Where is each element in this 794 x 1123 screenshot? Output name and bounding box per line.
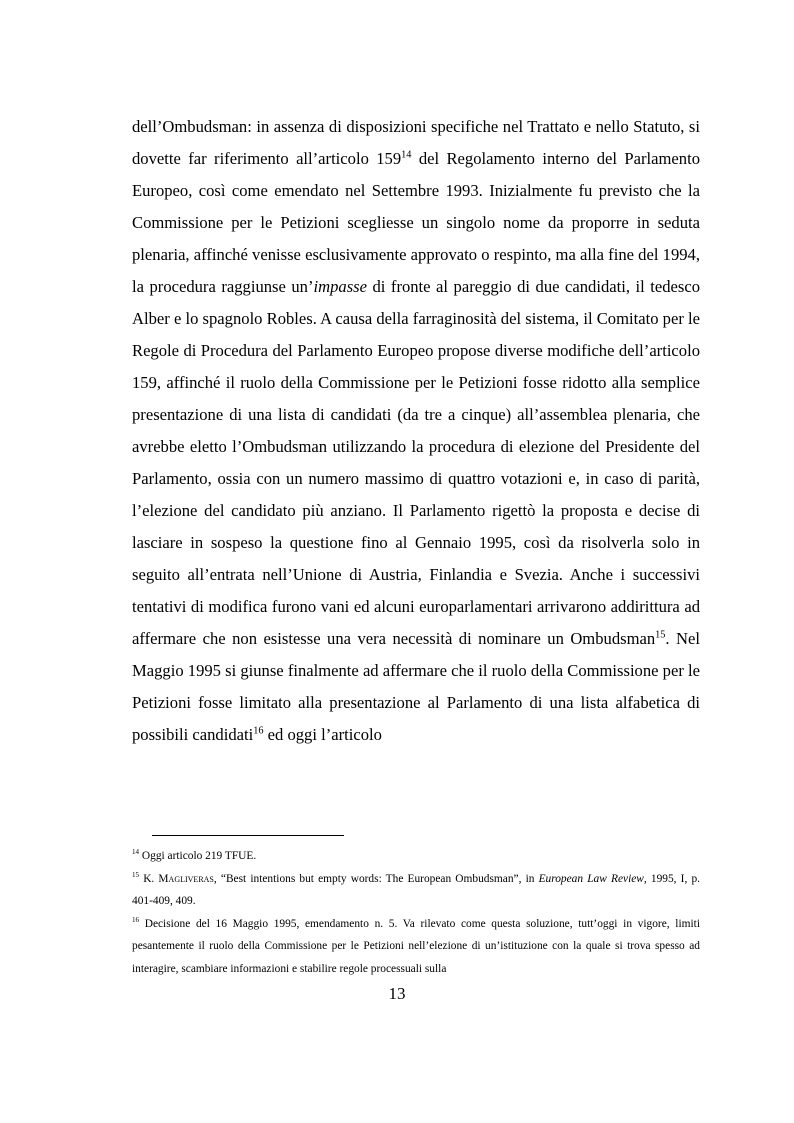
body-paragraph: [132, 111, 700, 751]
footnote-text: Decisione del 16 Maggio 1995, emendamento n. 5. Va rilevato come questa soluzione, tutt’oggi in vigore, limiti pesantemente il ruolo della Commissione per le Petizioni nell’elezione di un’istituzione con la quale si trova spesso ad interagire, scambiare informazioni e stabilire regole processuali sulla: [132, 917, 700, 975]
author-initial: K. M: [139, 872, 169, 885]
footnote-ref-15[interactable]: 15: [655, 629, 666, 641]
text-run: . Nel Maggio 1995 si giunse finalmente ad affermare che il ruolo della Commissione per le Petizioni fosse limitato alla presentazione al Parlamento di una lista alfabetica di possibili candidati: [132, 629, 700, 744]
italic-term: impasse: [313, 277, 367, 296]
footnote-number: 14: [132, 848, 140, 857]
footnote-14: [132, 845, 700, 868]
footnote-ref-16[interactable]: 16: [253, 725, 264, 737]
footnote-separator: [152, 835, 344, 836]
footnote-16: [132, 913, 700, 981]
footnote-number: 15: [132, 870, 140, 879]
text-run: del Regolamento interno del Parlamento Europeo, così come emendato nel Settembre 1993. Inizialmente fu previsto che la Commissione per le Petizioni scegliesse un singolo nome da proporre in seduta plenaria, affinché venisse esclusivamente approvato o respinto, ma alla fine del 1994, la procedura raggiunse un’: [132, 149, 700, 296]
page-number: 13: [388, 984, 406, 1003]
text-run: di fronte al pareggio di due candidati, il tedesco Alber e lo spagnolo Robles. A causa della farraginosità del sistema, il Comitato per le Regole di Procedura del Parlamento Europeo propose diverse modifiche dell’articolo 159, affinché il ruolo della Commissione per le Petizioni fosse ridotto alla semplice presentazione di una lista di candidati (da tre a cinque) all’assemblea plenaria, che avrebbe eletto l’Ombudsman utilizzando la procedura di elezione del Presidente del Parlamento, ossia con un numero massimo di quattro votazioni e, in caso di parità, l’elezione del candidato più anziano. Il Parlamento rigettò la proposta e decise di lasciare in sospeso la questione fino al Gennaio 1995, così da risolverla solo in seguito all’entrata nell’Unione di Austria, Finlandia e Svezia. Anche i successivi tentativi di modifica furono vani ed alcuni europarlamentari arrivarono addirittura ad affermare che non esistesse una vera necessità di nominare un Ombudsman: [132, 277, 700, 648]
body-text: [132, 111, 700, 751]
footnotes: [132, 845, 700, 980]
author-surname: agliveras: [168, 872, 214, 885]
footnote-number: 16: [132, 915, 140, 924]
text-run: ed oggi l’articolo: [263, 725, 382, 744]
footnote-text: , 1995, I, p. 401-409, 409.: [132, 872, 700, 907]
footnote-text: , “Best intentions but empty words: The European Ombudsman”, in: [213, 872, 539, 885]
footnote-ref-14[interactable]: 14: [401, 149, 412, 161]
journal-title: European Law Review: [538, 872, 644, 885]
footnote-15: [132, 868, 700, 913]
footnote-text: Oggi articolo 219 TFUE.: [139, 850, 257, 862]
text-run: dell’Ombudsman: in assenza di disposizioni specifiche nel Trattato e nello Statuto, si dovette far riferimento all’articolo 159: [132, 117, 700, 168]
